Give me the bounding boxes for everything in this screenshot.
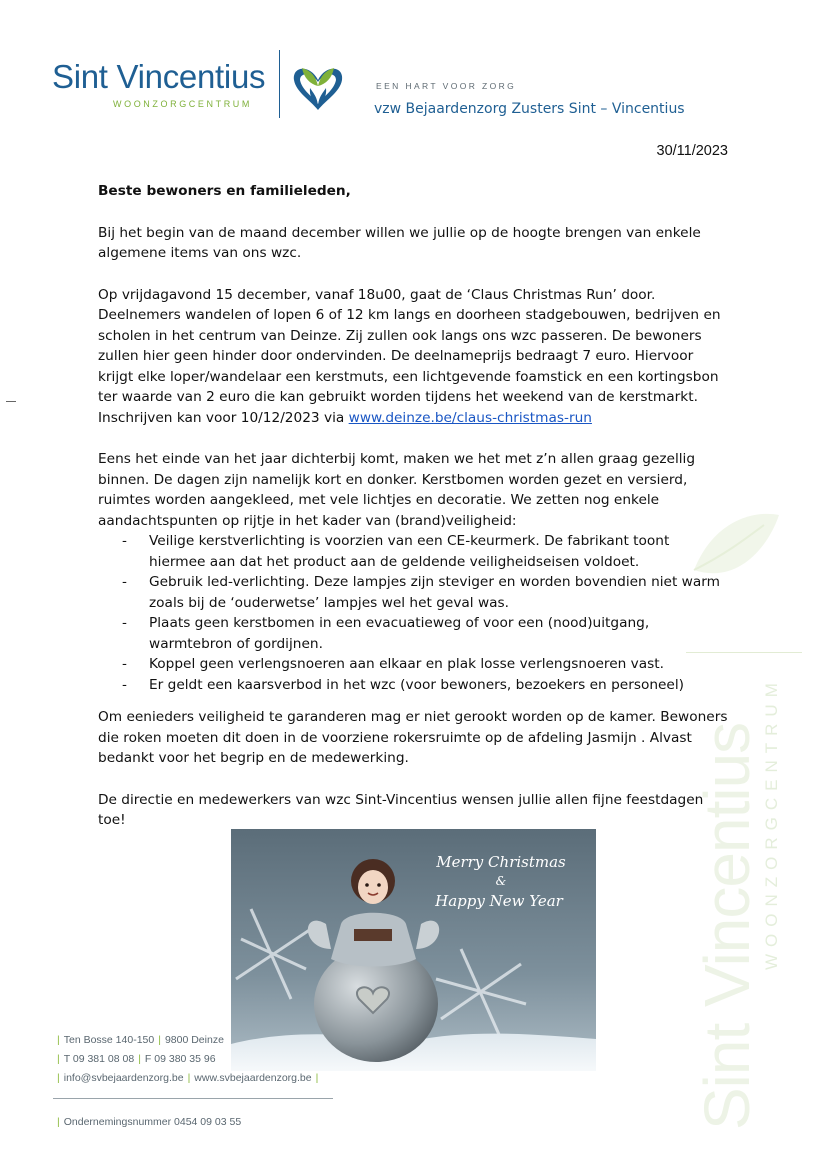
list-item-text: Koppel geen verlengsnoeren aan elkaar en plak losse verlengsnoeren vast. xyxy=(149,656,665,672)
list-item xyxy=(98,675,730,696)
bullet-dash: - xyxy=(122,574,127,590)
list-item xyxy=(98,654,730,675)
list-item-text: Gebruik led-verlichting. Deze lampjes zijn steviger en worden bovendien niet warm zoals bij de ‘ouderwetse’ lampjes wel het geval was. xyxy=(149,574,720,611)
footer-divider xyxy=(53,1098,333,1099)
organization-name: vzw Bejaardenzorg Zusters Sint – Vincentius xyxy=(374,101,685,117)
footer-fax: F 09 380 35 96 xyxy=(144,1053,216,1065)
run-paragraph xyxy=(98,285,730,429)
list-item xyxy=(98,572,730,613)
salutation: Beste bewoners en familieleden, xyxy=(98,183,351,199)
greeting-ampersand: & xyxy=(495,874,507,888)
footer-company-number: Ondernemingsnummer 0454 09 03 55 xyxy=(63,1116,242,1128)
footer-phone-line: | T 09 381 08 08 | F 09 380 35 96 xyxy=(57,1053,216,1065)
run-registration-link[interactable]: www.deinze.be/claus-christmas-run xyxy=(348,409,592,426)
closing-paragraph: De directie en medewerkers van wzc Sint-Vincentius wensen jullie allen fijne feestdagen toe! xyxy=(98,791,704,828)
logo-divider xyxy=(279,50,280,118)
greeting-line-2: Happy New Year xyxy=(435,892,563,910)
bullet-dash: - xyxy=(122,615,127,631)
run-paragraph-text: Op vrijdagavond 15 december, vanaf 18u00, gaat de ‘Claus Christmas Run’ door. Deelnemers wandelen of lopen 6 of 12 km langs en doorheen stadgebouwen, bedrijven en scholen in het centrum van Deinze. Zij zullen ook langs ons wzc passeren. De bewoners zullen hier geen hinder door ondervinden. De deelnameprijs bedraagt 7 euro. Hiervoor krijgt elke loper/wandelaar een kerstmuts, een lichtgevende foamstick en een kortingsbon ter waarde van 2 euro die kan gebruikt worden tijdens het weekend van de kerstmarkt. Inschrijven kan voor 10/12/2023 via xyxy=(98,286,721,426)
intro-paragraph: Bij het begin van de maand december willen we jullie op de hoogte brengen van enkele algemene items van ons wzc. xyxy=(98,224,701,261)
letter-date: 30/11/2023 xyxy=(656,143,728,159)
margin-mark xyxy=(6,401,16,402)
logo-subtitle: WOONZORGCENTRUM xyxy=(113,99,252,109)
footer-company-line: | Ondernemingsnummer 0454 09 03 55 xyxy=(57,1116,242,1128)
footer-email[interactable]: info@svbejaardenzorg.be xyxy=(63,1072,184,1084)
bullet-dash: - xyxy=(122,533,127,549)
safety-intro-paragraph: Eens het einde van het jaar dichterbij komt, maken we het met z’n allen graag gezellig binnen. De dagen zijn namelijk kort en donker. Kerstbomen worden gezet en versierd, ruimtes worden aangekleed, met vele lichtjes en decoratie. We zetten nog enkele aandachtspunten op rijtje in het kader van (brand)veiligheid: xyxy=(98,451,696,529)
list-item-text: Veilige kerstverlichting is voorzien van een CE-keurmerk. De fabrikant toont hiermee aan dat het product aan de geldende veiligheidseisen voldoet. xyxy=(149,533,670,570)
watermark-subtitle: WOONZORGCENTRUM xyxy=(762,676,781,970)
footer-city: 9800 Deinze xyxy=(164,1034,224,1046)
list-item xyxy=(98,531,730,572)
footer-phone: T 09 381 08 08 xyxy=(63,1053,135,1065)
bullet-dash: - xyxy=(122,656,127,672)
christmas-angel-image xyxy=(231,829,596,1071)
letter-body xyxy=(98,181,730,852)
heart-logo-icon xyxy=(290,60,346,116)
safety-list xyxy=(98,531,730,695)
footer-address-line: | Ten Bosse 140-150 | 9800 Deinze xyxy=(57,1034,224,1046)
tagline: EEN HART VOOR ZORG xyxy=(376,81,517,91)
list-item xyxy=(98,613,730,654)
bullet-dash: - xyxy=(122,676,127,693)
smoking-paragraph: Om eenieders veiligheid te garanderen mag er niet gerookt worden op de kamer. Bewoners die roken moeten dit doen in de voorziene rokersruimte op de afdeling Jasmijn . Alvast bedankt voor het begrip en de medewerking. xyxy=(98,709,728,766)
footer-contact-line: | info@svbejaardenzorg.be | www.svbejaardenzorg.be | xyxy=(57,1072,319,1084)
watermark-name: Sint Vincentius xyxy=(691,722,763,1130)
logo-name: Sint Vincentius xyxy=(52,58,266,95)
greeting-line-1: Merry Christmas xyxy=(436,853,566,871)
list-item-text: Plaats geen kerstbomen in een evacuatieweg of voor een (nood)uitgang, warmtebron of gordijnen. xyxy=(149,615,650,652)
footer-address: Ten Bosse 140-150 xyxy=(63,1034,155,1046)
list-item-text: Er geldt een kaarsverbod in het wzc (voor bewoners, bezoekers en personeel) xyxy=(149,676,684,693)
footer-website[interactable]: www.svbejaardenzorg.be xyxy=(194,1072,312,1084)
